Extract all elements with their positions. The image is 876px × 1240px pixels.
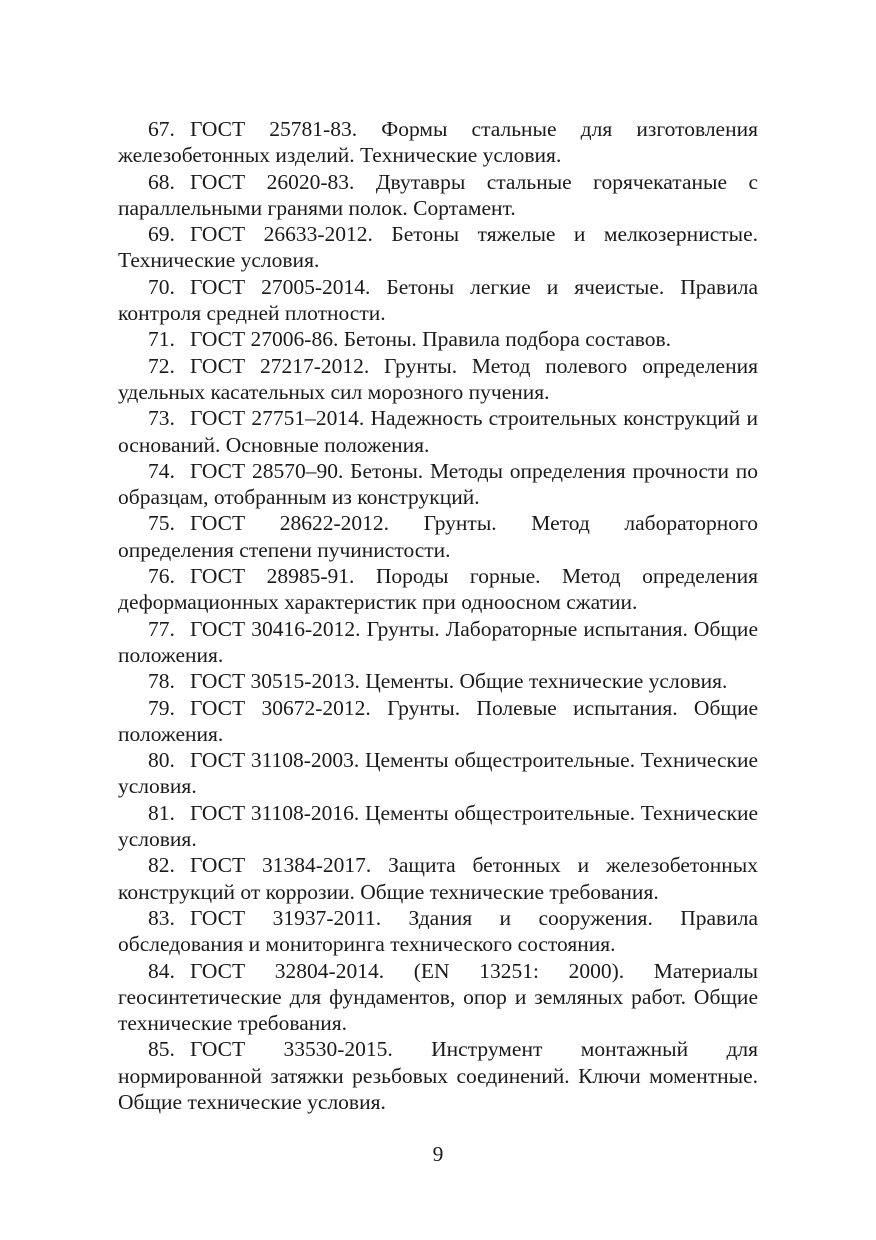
entry-text: ГОСТ 26020-83. Двутавры стальные горячекатаные с параллельными гранями полок. Сортамент. xyxy=(118,169,758,220)
entry-text: ГОСТ 27217-2012. Грунты. Метод полевого определения удельных касательных сил морозного пучения. xyxy=(118,353,758,404)
entry-number: 70. xyxy=(148,274,175,299)
entry-text: ГОСТ 27751–2014. Надежность строительных конструкций и оснований. Основные положения. xyxy=(118,406,758,457)
entry-text: ГОСТ 31108-2016. Цементы общестроительные. Технические условия. xyxy=(118,800,758,852)
entry-number: 77. xyxy=(148,616,175,641)
entry-text: ГОСТ 30416-2012. Грунты. Лабораторные испытания. Общие положения. xyxy=(118,616,758,667)
entry-text: ГОСТ 28622-2012. Грунты. Метод лабораторного определения степени пучинистости. xyxy=(118,511,758,562)
entry-number: 81. xyxy=(148,800,175,825)
entry-number: 72. xyxy=(148,353,175,378)
entry-text: ГОСТ 28985-91. Породы горные. Метод определения деформационных характеристик при одноосном сжатии. xyxy=(118,564,758,615)
entry-number: 78. xyxy=(148,669,175,694)
entry-number: 76. xyxy=(148,564,175,589)
reference-list xyxy=(118,116,758,1115)
entry-text: ГОСТ 31937-2011. Здания и сооружения. Правила обследования и мониторинга технического состояния. xyxy=(118,905,758,957)
entry-text: ГОСТ 30515-2013. Цементы. Общие технические условия. xyxy=(190,669,728,694)
reference-entry xyxy=(118,800,758,853)
entry-text: ГОСТ 31384-2017. Защита бетонных и железобетонных конструкций от коррозии. Общие технические требования. xyxy=(118,853,758,904)
entry-text: ГОСТ 32804-2014. (EN 13251: 2000). Материалы геосинтетические для фундаментов, опор и земляных работ. Общие технические требования. xyxy=(118,958,758,1036)
reference-entry xyxy=(118,510,758,563)
entry-text: ГОСТ 27005-2014. Бетоны легкие и ячеистые. Правила контроля средней плотности. xyxy=(118,274,758,326)
entry-number: 71. xyxy=(148,327,175,352)
reference-entry xyxy=(118,958,758,1037)
entry-text: ГОСТ 28570–90. Бетоны. Методы определения прочности по образцам, отобранным из конструкций. xyxy=(118,458,758,510)
entry-text: ГОСТ 31108-2003. Цементы общестроительные. Технические условия. xyxy=(118,748,758,799)
entry-number: 73. xyxy=(148,406,175,431)
entry-text: ГОСТ 26633-2012. Бетоны тяжелые и мелкозернистые. Технические условия. xyxy=(118,222,758,273)
entry-number: 84. xyxy=(148,958,175,983)
reference-entry xyxy=(118,695,758,748)
reference-entry xyxy=(118,852,758,905)
entry-number: 67. xyxy=(148,117,175,141)
reference-entry xyxy=(118,116,758,169)
entry-number: 69. xyxy=(148,222,175,247)
entry-number: 82. xyxy=(148,853,175,878)
reference-entry xyxy=(118,353,758,406)
page-number: 9 xyxy=(432,1142,444,1166)
reference-entry xyxy=(118,221,758,274)
entry-number: 80. xyxy=(148,748,175,773)
entry-text: ГОСТ 27006-86. Бетоны. Правила подбора составов. xyxy=(190,327,672,352)
entry-number: 75. xyxy=(148,511,175,536)
entry-number: 85. xyxy=(148,1037,175,1062)
reference-entry xyxy=(118,458,758,511)
reference-entry xyxy=(118,563,758,616)
reference-entry xyxy=(118,405,758,458)
reference-entry xyxy=(118,1036,758,1115)
reference-entry xyxy=(118,905,758,958)
entry-number: 79. xyxy=(148,695,175,720)
reference-entry xyxy=(118,747,758,800)
reference-entry xyxy=(118,616,758,669)
reference-entry xyxy=(118,274,758,327)
entry-number: 68. xyxy=(148,169,175,194)
reference-entry xyxy=(118,169,758,222)
entry-text: ГОСТ 30672-2012. Грунты. Полевые испытания. Общие положения. xyxy=(118,695,758,746)
reference-entry xyxy=(118,668,758,694)
entry-text: ГОСТ 33530-2015. Инструмент монтажный для нормированной затяжки резьбовых соединений. Ключи моментные. Общие технические условия. xyxy=(118,1037,758,1114)
entry-number: 83. xyxy=(148,905,175,930)
entry-number: 74. xyxy=(148,458,175,483)
entry-text: ГОСТ 25781-83. Формы стальные для изготовления железобетонных изделий. Технические условия. xyxy=(118,117,758,168)
reference-entry xyxy=(118,326,758,352)
